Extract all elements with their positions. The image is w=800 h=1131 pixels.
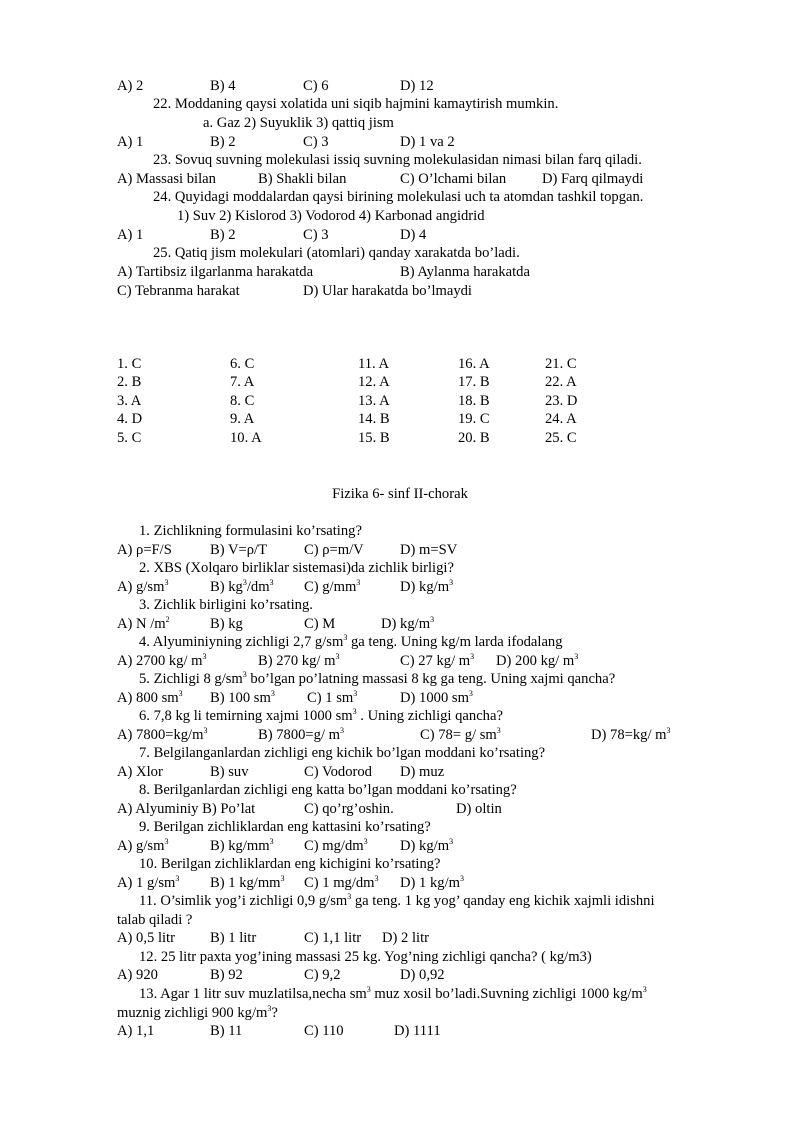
option-b: B) V=ρ/T [210, 542, 267, 558]
answer-item: 20. B [458, 430, 490, 446]
option-b: B) 2 [210, 227, 236, 243]
q2-text: 2. XBS (Xolqaro birliklar sistemasi)da zichlik birligi? [139, 560, 454, 576]
option-b: B) 100 $sm^3$ [210, 689, 275, 706]
q3-options [117, 615, 717, 633]
option-c: C) 3 [303, 227, 329, 243]
option-b: B) $kg^3/dm^3$ [210, 578, 274, 595]
answer-item: 22. A [545, 374, 577, 390]
option-c: C) M [304, 616, 336, 632]
answer-item: 24. A [545, 411, 577, 427]
option-b: B) suv [210, 764, 249, 780]
q24-text: 24. Quyidagi moddalardan qaysi birining molekulasi uch ta atomdan tashkil topgan. [153, 189, 644, 205]
option-d: D) 1000 $sm^3$ [400, 689, 473, 706]
option-a: A) 1,1 [117, 1023, 155, 1039]
q21-options [117, 77, 717, 95]
q8-options [117, 800, 717, 818]
answer-item: 18. B [458, 393, 490, 409]
answer-key-row [117, 373, 637, 391]
q5-text: 5. Zichligi 8 $g/sm^3$ bo’lgan po’latning massasi 8 kg ga teng. Uning xajmi qancha? [139, 670, 616, 687]
answer-item: 7. A [230, 374, 255, 390]
option-d: D) Farq qilmaydi [542, 171, 644, 187]
option-a: A) Massasi bilan [117, 171, 216, 187]
answer-item: 15. B [358, 430, 390, 446]
option-a-b: A) Alyuminiy B) Po’lat [117, 801, 256, 817]
q4-text: 4. Alyuminiyning zichligi 2,7 $g/sm^3$ ga teng. Uning kg/m larda ifodalang [139, 633, 563, 650]
q23-options [117, 170, 737, 188]
option-c: C) 6 [303, 78, 329, 94]
option-a: A) $g/sm^3$ [117, 837, 169, 854]
option-c: C) 3 [303, 134, 329, 150]
option-b: B) Aylanma harakatda [400, 264, 530, 280]
option-d: D) 1 $kg/m^3$ [400, 874, 464, 891]
option-c: C) ρ=m/V [304, 542, 364, 558]
option-d: D) 1111 [394, 1023, 441, 1039]
option-a: A) Xlor [117, 764, 163, 780]
option-a: A) 0,5 litr [117, 930, 175, 946]
option-b: B) 11 [210, 1023, 243, 1039]
q9-text: 9. Berilgan zichliklardan eng kattasini ko’rsating? [139, 819, 431, 835]
option-c: C) $g/mm^3$ [304, 578, 361, 595]
option-c: C) O’lchami bilan [400, 171, 507, 187]
q4-options [117, 652, 717, 670]
option-d: D) 78=kg/ $m^3$ [591, 726, 671, 743]
option-b: B) 2 [210, 134, 236, 150]
option-b: B) 1 $kg/mm^3$ [210, 874, 285, 891]
q8-text: 8. Berilganlardan zichligi eng katta bo’lgan moddani ko’rsating? [139, 782, 517, 798]
q22-text: 22. Moddaning qaysi xolatida uni siqib hajmini kamaytirish mumkin. [153, 96, 559, 112]
option-b: B) 92 [210, 967, 243, 983]
q23-text: 23. Sovuq suvning molekulasi issiq suvning molekulasidan nimasi bilan farq qiladi. [153, 152, 642, 168]
q3-text: 3. Zichlik birligini ko’rsating. [139, 597, 313, 613]
option-d: D) $kg/m^3$ [400, 837, 454, 854]
option-c: C) 78= g/ $sm^3$ [420, 726, 501, 743]
option-a: A) Tartibsiz ilgarlanma harakatda [117, 264, 314, 280]
answer-item: 9. A [230, 411, 255, 427]
option-b: B) kg [210, 616, 243, 632]
q9-options [117, 837, 717, 855]
q12-text: 12. 25 litr paxta yog’ining massasi 25 kg. Yog’ning zichligi qancha? ( kg/m3) [139, 949, 592, 965]
q5-options [117, 689, 717, 707]
option-c: C) 110 [304, 1023, 344, 1039]
option-b: B) 4 [210, 78, 236, 94]
answer-item: 19. C [458, 411, 490, 427]
q6-options [117, 726, 717, 744]
q2-options [117, 578, 717, 596]
answer-item: 11. A [358, 356, 390, 372]
option-c: C) 1,1 litr [304, 930, 362, 946]
option-a: A) 1 [117, 134, 144, 150]
option-d: D) 0,92 [400, 967, 445, 983]
q11-text: 11. O’simlik yog’i zichligi 0,9 $g/sm^3$ ga teng. 1 kg yog’ qanday eng kichik xajmli idishni [139, 892, 655, 909]
answer-item: 13. A [358, 393, 390, 409]
option-a: A) 2700 kg/ $m^3$ [117, 652, 207, 669]
q22-options [117, 133, 717, 151]
answer-item: 8. C [230, 393, 255, 409]
option-c: C) Vodorod [304, 764, 372, 780]
option-d: D) 4 [400, 227, 427, 243]
option-d: D) $kg/m^3$ [381, 615, 435, 632]
q24-options [117, 226, 717, 244]
option-b: B) 1 litr [210, 930, 257, 946]
option-d: D) muz [400, 764, 445, 780]
option-d: D) 2 litr [382, 930, 430, 946]
option-c: C) $mg/dm^3$ [304, 837, 368, 854]
q12-options [117, 966, 717, 984]
answer-key-row [117, 429, 637, 447]
option-c: C) 9,2 [304, 967, 341, 983]
q1-options [117, 541, 717, 559]
answer-item: 4. D [117, 411, 143, 427]
q13-options [117, 1022, 717, 1040]
option-a: A) N $/m^2$ [117, 615, 170, 632]
option-a: A) 800 $sm^3$ [117, 689, 183, 706]
answer-item: 23. D [545, 393, 578, 409]
q13-text: 13. Agar 1 litr suv muzlatilsa,necha $sm^3$ muz xosil bo’ladi.Suvning zichligi 1000 $kg/m^3$ [139, 985, 647, 1002]
q11-text-cont: talab qiladi ? [117, 912, 193, 928]
answer-item: 10. A [230, 430, 262, 446]
option-a: A) ρ=F/S [117, 542, 172, 558]
answer-item: 21. C [545, 356, 577, 372]
answer-key-row [117, 355, 637, 373]
answer-key-row [117, 392, 637, 410]
option-c: C) 1 $sm^3$ [307, 689, 358, 706]
answer-item: 25. C [545, 430, 577, 446]
q13-text-cont: muznig zichligi 900 $kg/m^3$? [117, 1004, 278, 1021]
option-c: C) qo’rg’oshin. [304, 801, 394, 817]
q25-options-row1 [117, 263, 717, 281]
q6-text: 6. 7,8 kg li temirning xajmi 1000 $sm^3$ . Uning zichligi qancha? [139, 707, 503, 724]
answer-item: 16. A [458, 356, 490, 372]
q10-text: 10. Berilgan zichliklardan eng kichigini ko’rsating? [139, 856, 441, 872]
option-a: A) 2 [117, 78, 144, 94]
option-d: D) 200 kg/ $m^3$ [496, 652, 579, 669]
q7-options [117, 763, 717, 781]
q22-subitems: a. Gaz 2) Suyuklik 3) qattiq jism [203, 115, 394, 131]
option-b: B) Shakli bilan [258, 171, 347, 187]
option-a: A) 1 [117, 227, 144, 243]
option-a: A) 1 $g/sm^3$ [117, 874, 180, 891]
option-d: D) 12 [400, 78, 434, 94]
option-a: A) 920 [117, 967, 158, 983]
option-d: D) oltin [456, 801, 502, 817]
option-d: D) $kg/m^3$ [400, 578, 454, 595]
answer-item: 3. A [117, 393, 142, 409]
answer-item: 1. C [117, 356, 142, 372]
q25-text: 25. Qatiq jism molekulari (atomlari) qanday xarakatda bo’ladi. [153, 245, 520, 261]
q1-text: 1. Zichlikning formulasini ko’rsating? [139, 523, 362, 539]
answer-item: 5. C [117, 430, 142, 446]
answer-item: 17. B [458, 374, 490, 390]
option-c: C) 27 kg/ $m^3$ [400, 652, 475, 669]
q7-text: 7. Belgilanganlardan zichligi eng kichik bo’lgan moddani ko’rsating? [139, 745, 546, 761]
answer-item: 6. C [230, 356, 255, 372]
q11-options [117, 929, 717, 947]
option-d: D) m=SV [400, 542, 458, 558]
option-d: D) Ular harakatda bo’lmaydi [303, 283, 472, 299]
answer-item: 14. B [358, 411, 390, 427]
option-b: B) $kg/mm^3$ [210, 837, 274, 854]
option-a: A) $7800=kg/m^3$ [117, 726, 208, 743]
section-title: Fizika 6- sinf II-chorak [332, 486, 468, 502]
option-c: C) 1 $mg/dm^3$ [304, 874, 379, 891]
answer-key-row [117, 410, 637, 428]
option-b: B) 270 kg/ $m^3$ [258, 652, 340, 669]
q10-options [117, 874, 717, 892]
q25-options-row2 [117, 282, 717, 300]
option-c: C) Tebranma harakat [117, 283, 240, 299]
option-d: D) 1 va 2 [400, 134, 455, 150]
option-a: A) $g/sm^3$ [117, 578, 169, 595]
q24-subitems: 1) Suv 2) Kislorod 3) Vodorod 4) Karbonad angidrid [177, 208, 485, 224]
answer-item: 2. B [117, 374, 142, 390]
option-b: B) 7800=g/ $m^3$ [258, 726, 345, 743]
answer-item: 12. A [358, 374, 390, 390]
